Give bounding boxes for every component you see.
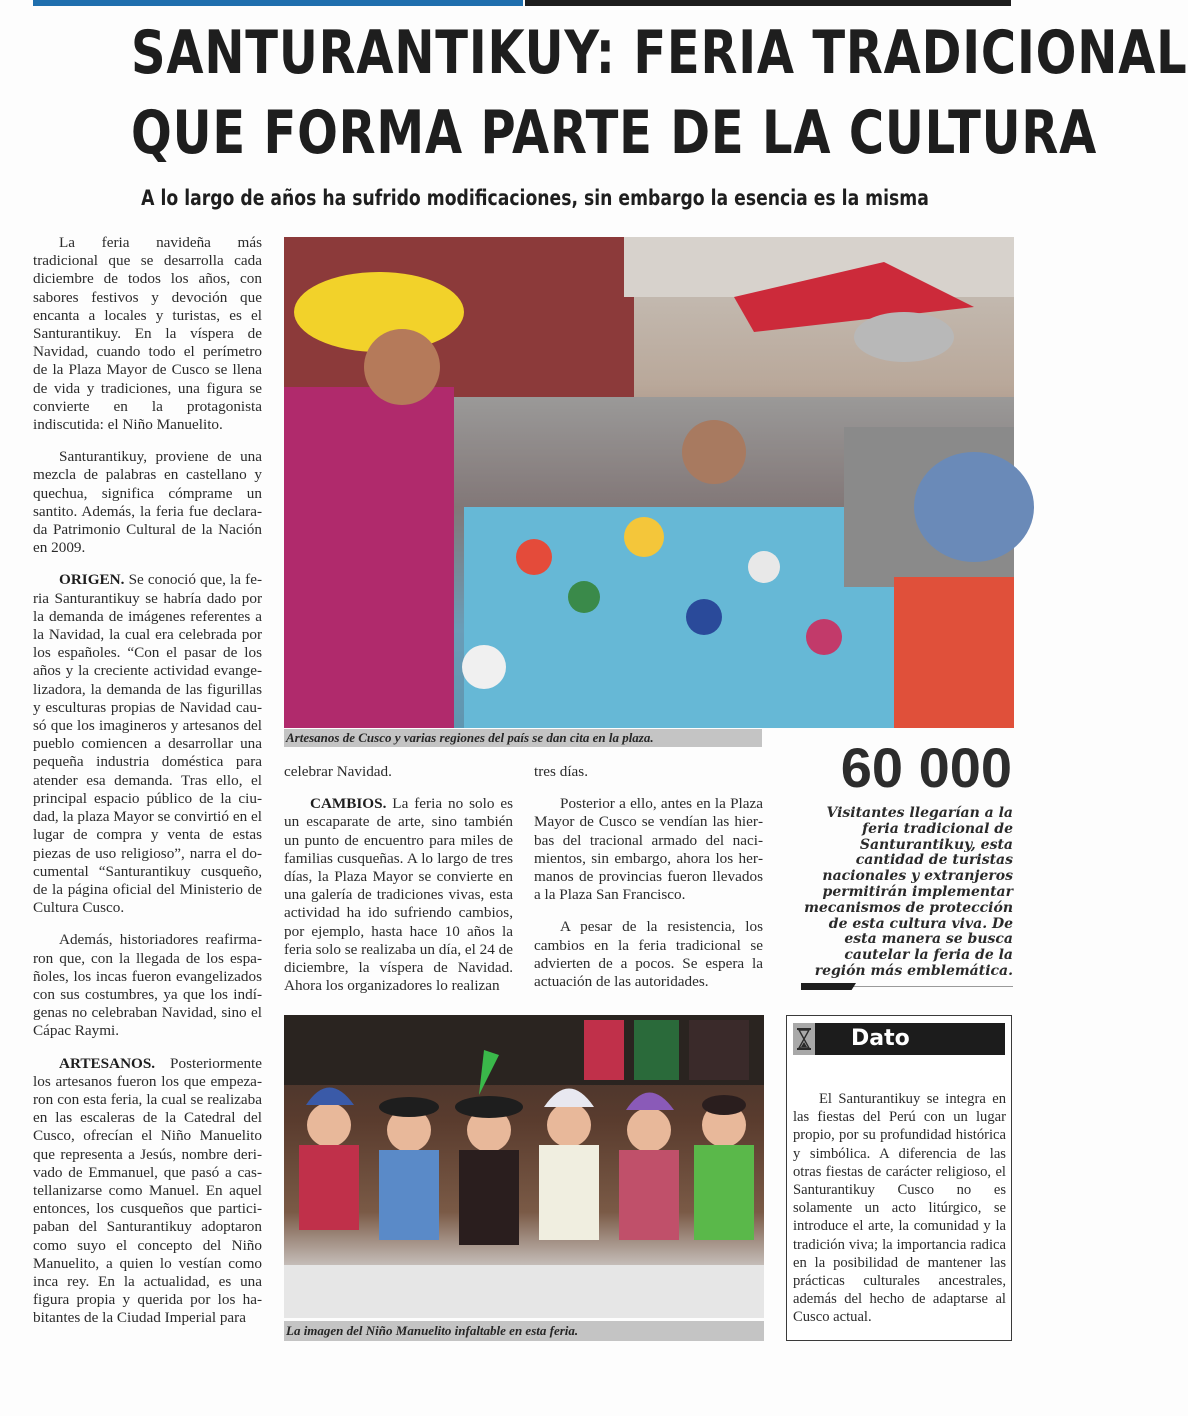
lead-artesanos: ARTESANOS. <box>59 1054 156 1072</box>
elderly-woman <box>682 420 746 484</box>
paragraph-origen <box>33 571 262 917</box>
dato-title: Dato <box>815 1023 1005 1055</box>
paragraph-cambios <box>284 795 513 995</box>
doll <box>516 539 552 575</box>
top-bar-black <box>525 0 1011 6</box>
lead-cambios: CAMBIOS. <box>310 795 387 813</box>
paragraph-artesanos-continued: celebrar Navidad. <box>284 763 392 780</box>
paragraph-artesanos <box>33 1055 262 1328</box>
photo1-caption: Artesanos de Cusco y varias regiones del país se dan cita en la plaza. <box>284 729 762 747</box>
highlight-text: Visitantes llegarían a la feria tradicional de Santurantikuy, esta cantidad de turistas nacionales y extranjeros permitirán implementar mecanismos de protección de esta cultura viva. De esta manera se busca cautelar la feria de la región más emblemática. <box>804 805 1013 979</box>
photo2-caption: La imagen del Niño Manuelito infaltable en esta feria. <box>284 1321 764 1341</box>
dolls-illustration <box>284 1015 764 1318</box>
doll-6 <box>694 1095 754 1240</box>
lead-origen: ORIGEN. <box>59 571 125 589</box>
top-bar-blue <box>33 0 523 6</box>
article-column-3 <box>534 763 763 1005</box>
highlight-number: 60 000 <box>840 736 1012 799</box>
paragraph-intro: La feria navideña más tradicional que se desarrolla cada diciembre de todos los años, con sabores festivos y devoción que encanta a locales y turistas, es el Santurantikuy. En la víspera de Navidad, cuando todo el perímetro de la Plaza Mayor de Cusco se llena de vida y tradiciones, una figura se convierte en la protagonista indiscutida: el Niño Manuelito. <box>33 234 262 434</box>
paragraph-origen-text: Se conoció que, la feria Santurantikuy se habría dado por la demanda de imágenes referentes a la Navidad, la cual era celebrada por los españoles. “Con el pasar de los años y la creciente actividad evangelizadora, la demanda de las figurillas y esculturas propias de Navidad causó que los imagineros y artesanos del pueblo comiencen a desarrollar una pequeña industria doméstica para atender esa demanda. Tras ello, el principal espacio público de la ciudad, la plaza Mayor se convirtió en el lugar de compra y venta de estas piezas de uso religioso”, narra el documental “Santurantikuy cusqueño, de la página oficial del Ministerio de Cultura Cusco. <box>33 571 262 917</box>
market-scene-illustration <box>284 237 1014 728</box>
textile <box>584 1020 624 1080</box>
paragraph-historians: Además, historiadores reafirmaron que, con la llegada de los españoles, los incas fueron evangelizados con sus costumbres, ya que los indígenas no celebraban Navidad, sino el Cápac Raymi. <box>33 931 262 1040</box>
doll <box>748 551 780 583</box>
textile <box>689 1020 749 1080</box>
paragraph-hierbas: Posterior a ello, antes en la Plaza Mayor de Cusco se vendían las hierbas del tracional armado del nacimientos, sin embargo, ahora los hermanos de provincias fueron llevados a la Plaza San Francisco. <box>534 795 763 904</box>
textile <box>634 1020 679 1080</box>
doll-5 <box>619 1093 679 1241</box>
red-shirt <box>894 577 1014 728</box>
paragraph-cambios-continued: tres días. <box>534 763 588 780</box>
blue-hat <box>914 452 1034 562</box>
white-shelf <box>284 1265 764 1318</box>
hourglass-glyph <box>797 1028 811 1050</box>
doll <box>686 599 722 635</box>
paragraph-resistencia: A pesar de la resistencia, los cambios en la feria tradicional se advierten de a pocos. Se espera la actuación de las autoridades. <box>534 918 763 991</box>
dato-paragraph: El Santurantikuy se integra en las fiestas del Perú con un lugar propio, por su profundidad histórica y simbólica. A diferencia de las otras fiestas de carácter religioso, el Santurantikuy Cusco no es solamente un acto litúrgico, se introduce el arte, la comunidad y la tradición viva; la importancia radica en la posibilidad de mantener las prácticas culturales ancestrales, además del hecho de adaptarse al Cusco actual. <box>793 1091 1006 1326</box>
headline-line-1: SANTURANTIKUY: FERIA TRADICIONAL <box>131 18 1188 88</box>
photo-market-artisans <box>284 237 1014 728</box>
divider-accent <box>801 983 856 990</box>
paragraph-artesanos-text: Posteriormente los artesanos fueron los que empezaron con esta feria, la cual se realizaba en las escaleras de la Catedral del Cusco, ofrecían el Niño Manuelito que representa a Jesús, nombre derivado de Emmanuel, que pasó a castellanizarse como Manuel. En aquel entonces, los cusqueños que participaban del Santurantikuy adoptaron como suyo el concepto del Niño Manuelito, a quien lo vestían como inca rey. En la actualidad, es una figura propia y querida por los habitantes de la Ciudad Imperial para <box>33 1054 262 1327</box>
vendor-jacket <box>284 387 454 728</box>
article-column-2 <box>284 763 513 1009</box>
dato-sidebar-box <box>786 1015 1012 1341</box>
headline-line-2: QUE FORMA PARTE DE LA CULTURA <box>131 98 1098 168</box>
article-column-1 <box>33 234 262 1342</box>
photo-nino-manuelito-dolls <box>284 1015 764 1318</box>
vendor-face <box>364 329 440 405</box>
doll <box>568 581 600 613</box>
dato-body <box>793 1090 1006 1327</box>
doll-4 <box>539 1089 599 1241</box>
paragraph-cambios-text: La feria no solo es un escaparate de arte, sino también un punto de encuentro para miles de familias cusqueñas. A lo largo de tres días, la Plaza Mayor se convierte en una galería de tradiciones vivas, esta actividad ha ido sufriendo cambios, por ejemplo, hasta hace 10 años la feria solo se realizaba un día, el 24 de diciembre, la víspera de Navidad. Ahora los organizadores lo realizan <box>284 795 513 995</box>
grey-cap <box>854 312 954 362</box>
paragraph-etymology: Santurantikuy, proviene de una mezcla de palabras en castellano y quechua, significa cómprame un santito. Además, la feria fue declarada Patrimonio Cultural de la Nación en 2009. <box>33 448 262 557</box>
hourglass-icon <box>793 1023 815 1055</box>
doll <box>806 619 842 655</box>
subtitle: A lo largo de años ha sufrido modificaciones, sin embargo la esencia es la misma <box>141 186 929 210</box>
doll <box>624 517 664 557</box>
doll-1 <box>299 1088 359 1231</box>
doll <box>462 645 506 689</box>
doll-2 <box>379 1097 439 1240</box>
